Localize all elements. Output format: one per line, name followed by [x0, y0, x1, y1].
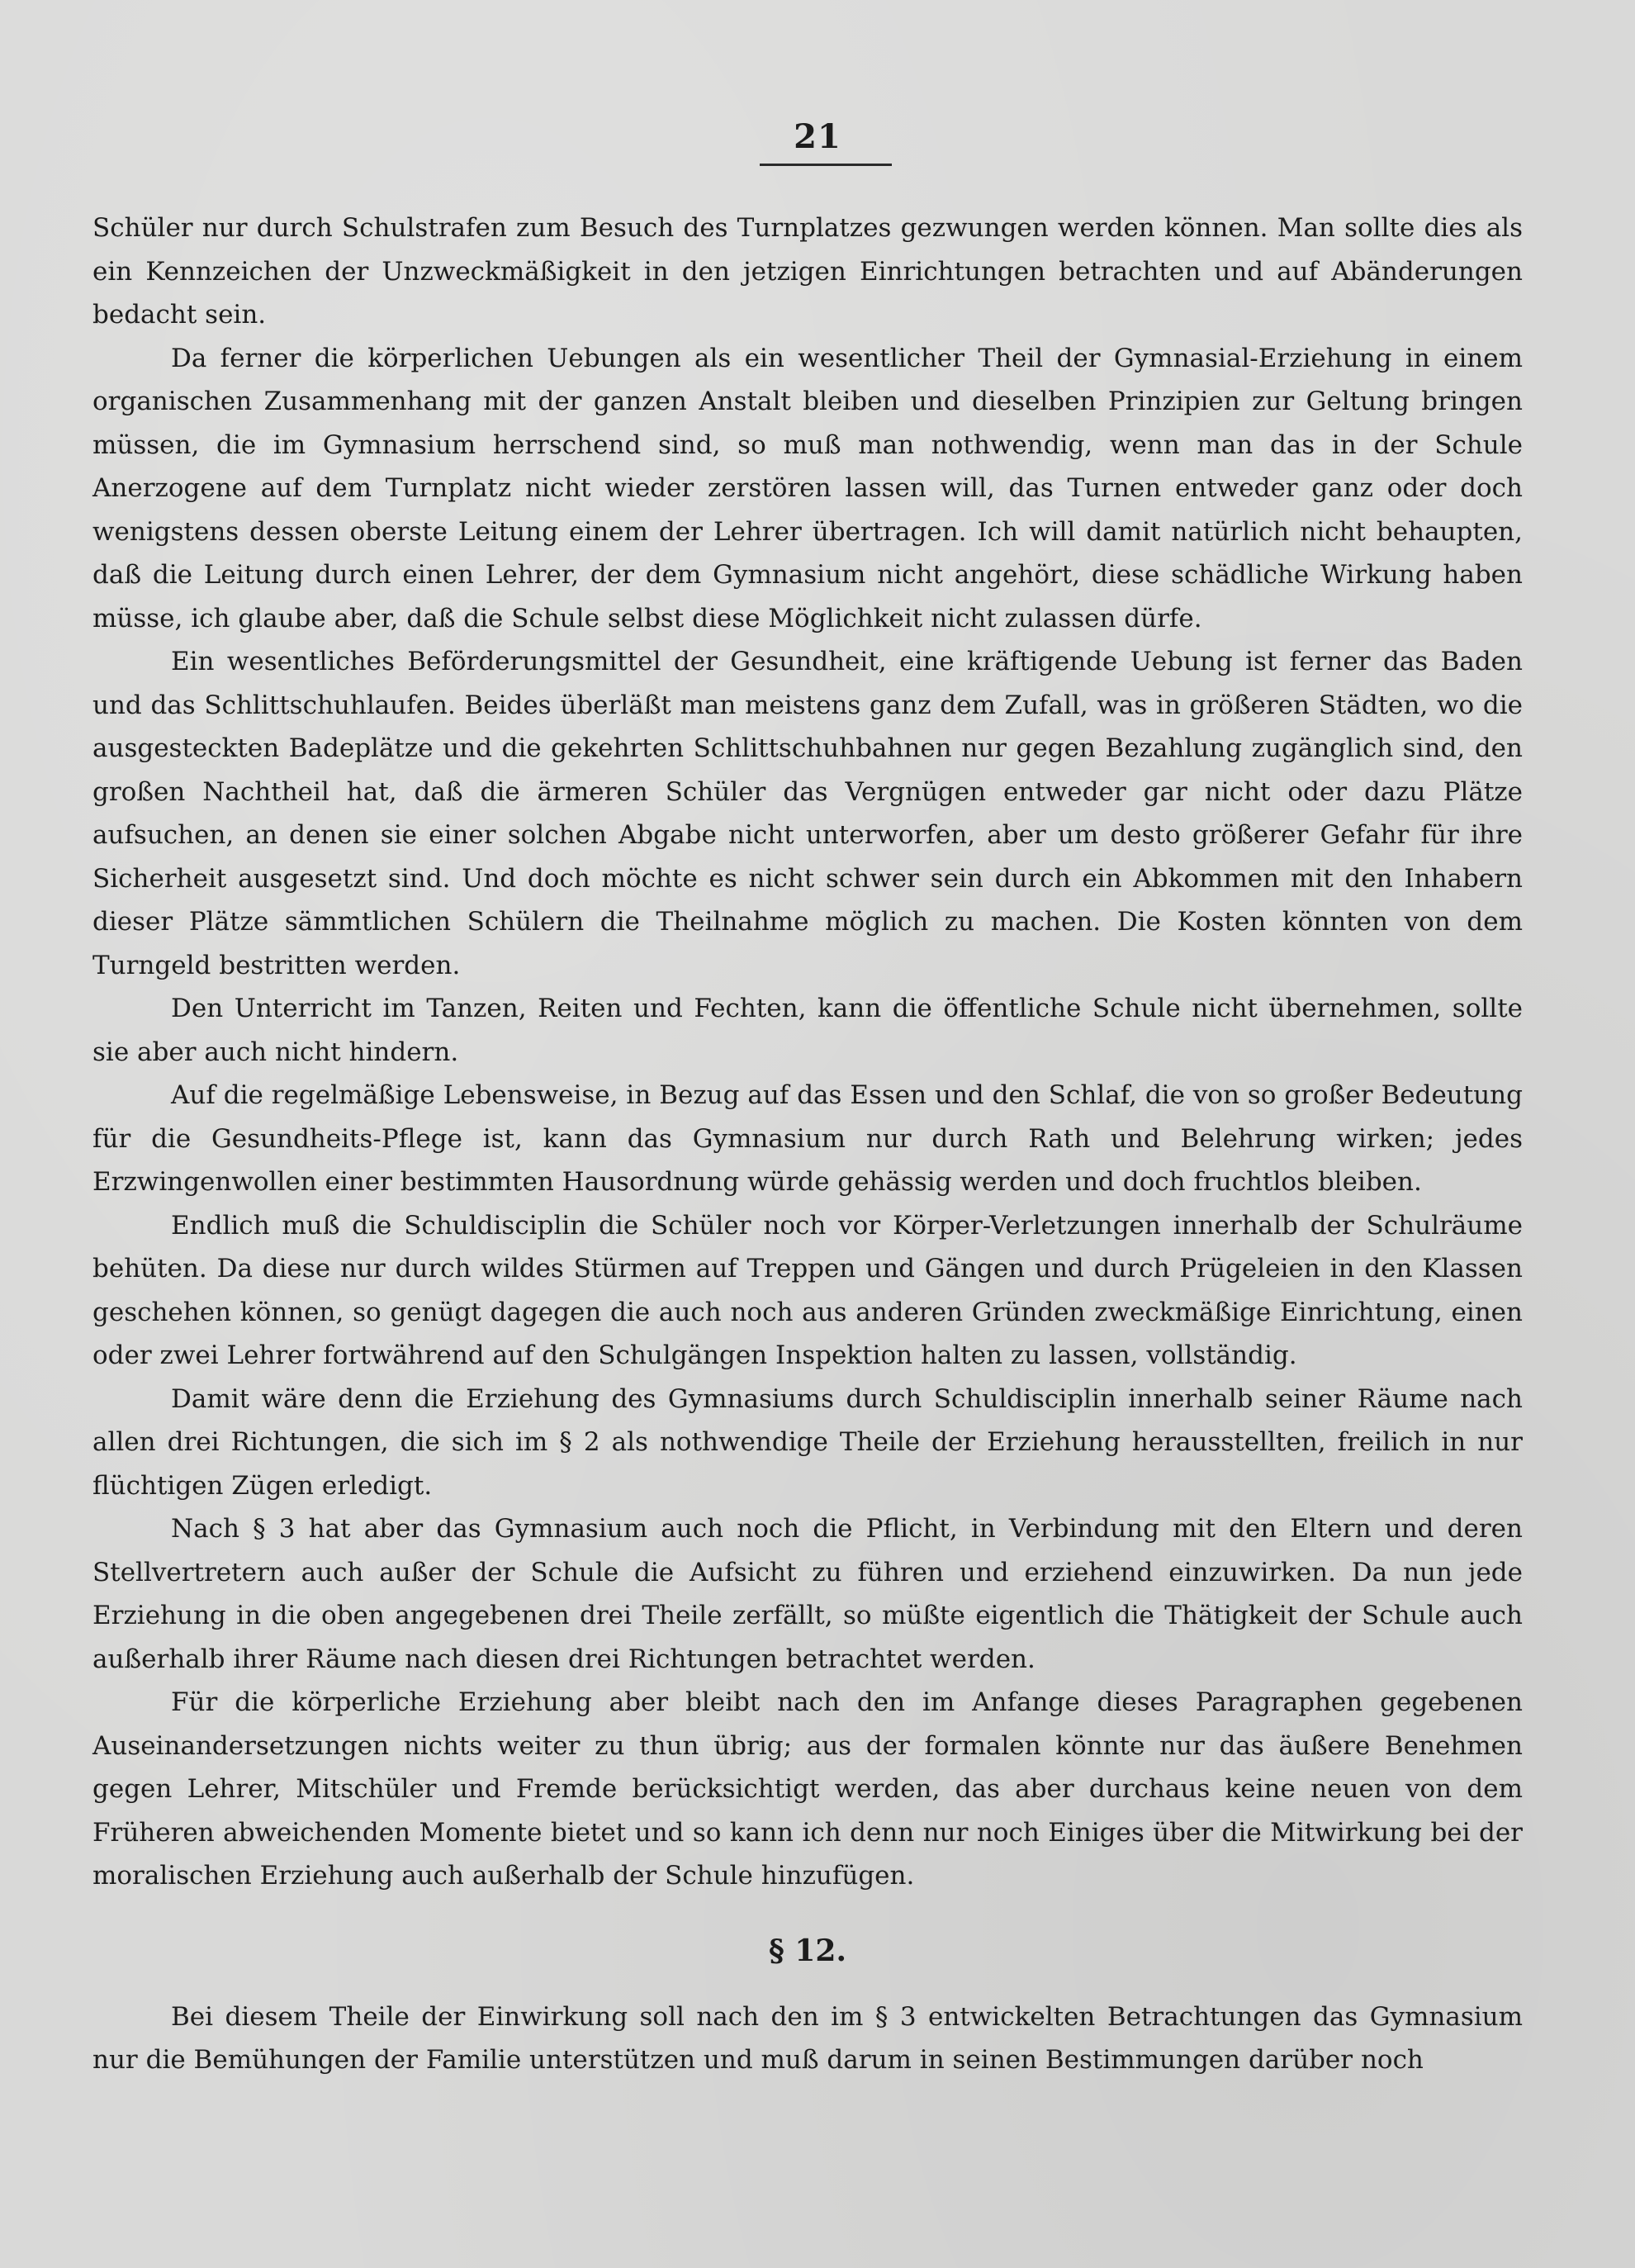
paragraph-8: Nach § 3 hat aber das Gymnasium auch noch die Pflicht, in Verbindung mit den Eltern und deren Stellvertretern auch außer der Schule die Aufsicht zu führen und erziehend einzuwirken. Da nun jede Erziehung in die oben angegebenen drei Theile zerfällt, so müßte eigentlich die Thätigkeit der Schule auch außerhalb ihrer Räume nach diesen drei Richtungen betrachtet werden.	[92, 1514, 1523, 1674]
header-rule	[760, 164, 892, 166]
page-number: 21	[794, 117, 841, 156]
page-header	[0, 114, 1635, 160]
paragraph-9: Für die körperliche Erziehung aber bleibt nach den im Anfange dieses Paragraphen gegebenen Auseinandersetzungen nichts weiter zu thun übrig; aus der formalen könnte nur das äußere Benehmen gegen Lehrer, Mitschüler und Fremde berücksichtigt werden, das aber durchaus keine neuen von dem Früheren abweichenden Momente bietet und so kann ich denn nur noch Einiges über die Mitwirkung bei der moralischen Erziehung auch außerhalb der Schule hinzufügen.	[92, 1687, 1523, 1891]
section-heading: § 12.	[769, 1933, 846, 1968]
paragraph-2: Da ferner die körperlichen Uebungen als ein wesentlicher Theil der Gymnasial-Erziehung in einem organischen Zusammenhang mit der ganzen Anstalt bleiben und dieselben Prinzipien zur Geltung bringen müssen, die im Gymnasium herrschend sind, so muß man nothwendig, wenn man das in der Schule Anerzogene auf dem Turnplatz nicht wieder zerstören lassen will, das Turnen entweder ganz oder doch wenigstens dessen oberste Leitung einem der Lehrer übertragen. Ich will damit natürlich nicht behaupten, daß die Leitung durch einen Lehrer, der dem Gymnasium nicht angehört, diese schädliche Wirkung haben müsse, ich glaube aber, daß die Schule selbst diese Möglichkeit nicht zulassen dürfe.	[92, 343, 1523, 633]
paragraph-6: Endlich muß die Schuldisciplin die Schüler noch vor Körper-Verletzungen innerhalb der Schulräume behüten. Da diese nur durch wildes Stürmen auf Treppen und Gängen und durch Prügeleien in den Klassen geschehen können, so genügt dagegen die auch noch aus anderen Gründen zweckmäßige Einrichtung, einen oder zwei Lehrer fortwährend auf den Schulgängen Inspektion halten zu lassen, vollständig.	[92, 1210, 1523, 1370]
paragraph-7: Damit wäre denn die Erziehung des Gymnasiums durch Schuldisciplin innerhalb seiner Räume nach allen drei Richtungen, die sich im § 2 als nothwendige Theile der Erziehung herausstellten, freilich in nur flüchtigen Zügen erledigt.	[92, 1383, 1523, 1501]
paragraph-4: Den Unterricht im Tanzen, Reiten und Fechten, kann die öffentliche Schule nicht übernehmen, sollte sie aber auch nicht hindern.	[92, 994, 1523, 1067]
paragraph-5: Auf die regelmäßige Lebensweise, in Bezug auf das Essen und den Schlaf, die von so großer Bedeutung für die Gesundheits-Pflege ist, kann das Gymnasium nur durch Rath und Belehrung wirken; jedes Erzwingenwollen einer bestimmten Hausordnung würde gehässig werden und doch fruchtlos bleiben.	[92, 1080, 1523, 1197]
paragraph-1: Schüler nur durch Schulstrafen zum Besuch des Turnplatzes gezwungen werden können. Man sollte dies als ein Kennzeichen der Unzweckmäßigkeit in den jetzigen Einrichtungen betrachten und auf Abänderungen bedacht sein.	[92, 213, 1523, 330]
paragraph-3: Ein wesentliches Beförderungsmittel der Gesundheit, eine kräftigende Uebung ist ferner das Baden und das Schlittschuhlaufen. Beides überläßt man meistens ganz dem Zufall, was in größeren Städten, wo die ausgesteckten Badeplätze und die gekehrten Schlittschuhbahnen nur gegen Bezahlung zugänglich sind, den großen Nachtheil hat, daß die ärmeren Schüler das Vergnügen entweder gar nicht oder dazu Plätze aufsuchen, an denen sie einer solchen Abgabe nicht unterworfen, aber um desto größerer Gefahr für ihre Sicherheit ausgesetzt sind. Und doch möchte es nicht schwer sein durch ein Abkommen mit den Inhabern dieser Plätze sämmtlichen Schülern die Theilnahme möglich zu machen. Die Kosten könnten von dem Turngeld bestritten werden.	[92, 647, 1523, 980]
section-paragraph: Bei diesem Theile der Einwirkung soll nach den im § 3 entwickelten Betrachtungen das Gymnasium nur die Bemühungen der Familie unterstützen und muß darum in seinen Bestimmungen darüber noch	[92, 2001, 1523, 2075]
body-text	[92, 206, 1523, 2082]
